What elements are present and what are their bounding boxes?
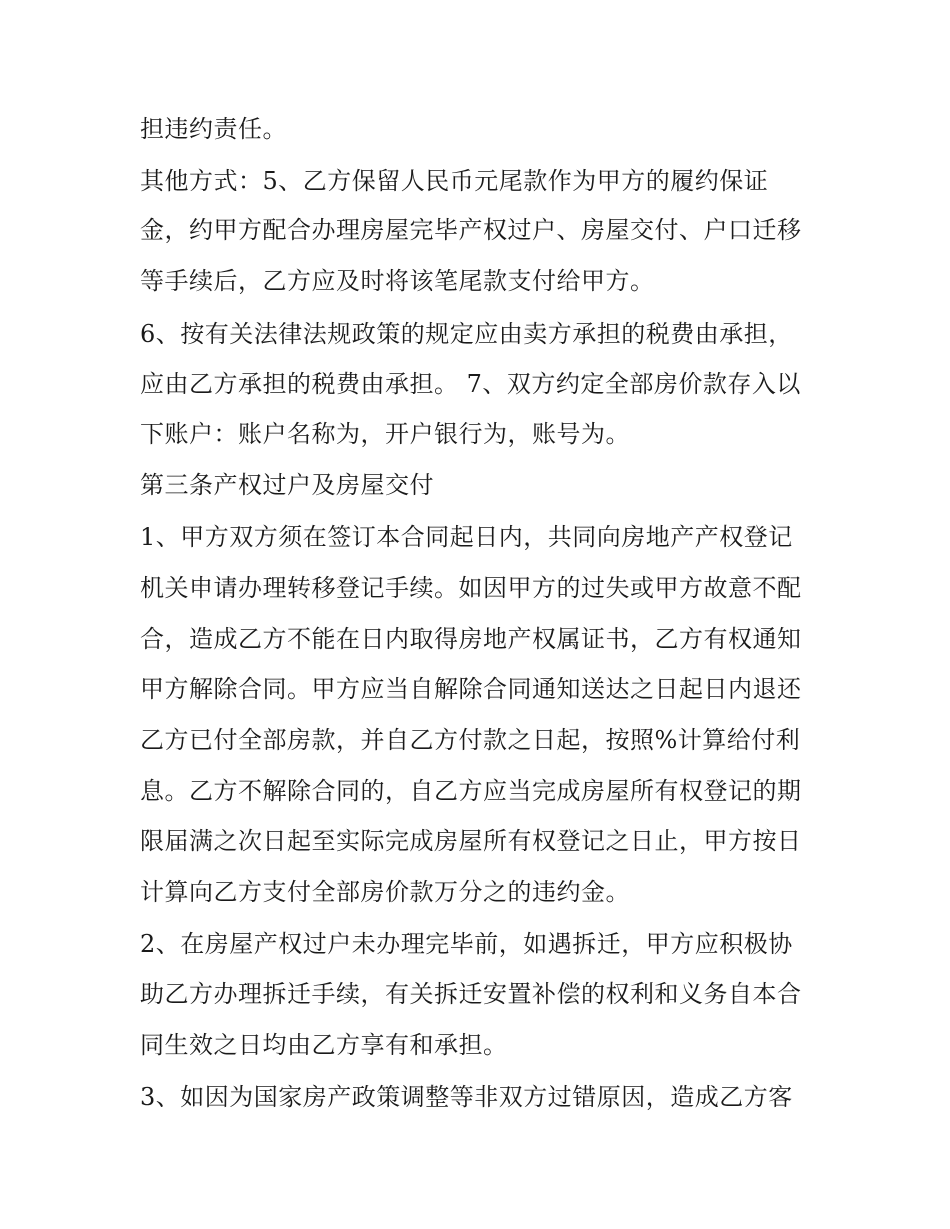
text-line: 合，造成乙方不能在日内取得房地产权属证书，乙方有权通知 [140,625,802,653]
section-heading: 第三条产权过户及房屋交付 [140,471,434,499]
text-line: 2、在房屋产权过户未办理完毕前，如遇拆迁，甲方应积极协 [140,930,793,958]
text-line: 金，约甲方配合办理房屋完毕产权过户、房屋交付、户口迁移 [140,216,802,244]
text-line: 其他方式：5、乙方保留人民币元尾款作为甲方的履约保证 [140,167,769,195]
text-line: 下账户：账户名称为，开户银行为，账号为。 [140,420,630,448]
text-line: 同生效之日均由乙方享有和承担。 [140,1031,508,1059]
text-line: 3、如因为国家房产政策调整等非双方过错原因，造成乙方客 [140,1083,793,1111]
text-line: 等手续后，乙方应及时将该笔尾款支付给甲方。 [140,267,655,295]
text-line: 机关申请办理转移登记手续。如因甲方的过失或甲方故意不配 [140,574,802,602]
text-line: 限届满之次日起至实际完成房屋所有权登记之日止，甲方按日 [140,827,802,855]
text-line: 应由乙方承担的税费由承担。 7、双方约定全部房价款存入以 [140,370,801,398]
text-line: 乙方已付全部房款，并自乙方付款之日起，按照%计算给付利 [140,726,801,754]
text-line: 担违约责任。 [140,115,287,143]
text-line: 计算向乙方支付全部房价款万分之的违约金。 [140,878,630,906]
text-line: 息。乙方不解除合同的，自乙方应当完成房屋所有权登记的期 [140,777,802,805]
text-line: 甲方解除合同。甲方应当自解除合同通知送达之日起日内退还 [140,675,802,703]
text-line: 6、按有关法律法规政策的规定应由卖方承担的税费由承担， [140,320,793,348]
text-line: 助乙方办理拆迁手续，有关拆迁安置补偿的权利和义务自本合 [140,980,802,1008]
text-line: 1、甲方双方须在签订本合同起日内，共同向房地产产权登记 [140,523,793,551]
